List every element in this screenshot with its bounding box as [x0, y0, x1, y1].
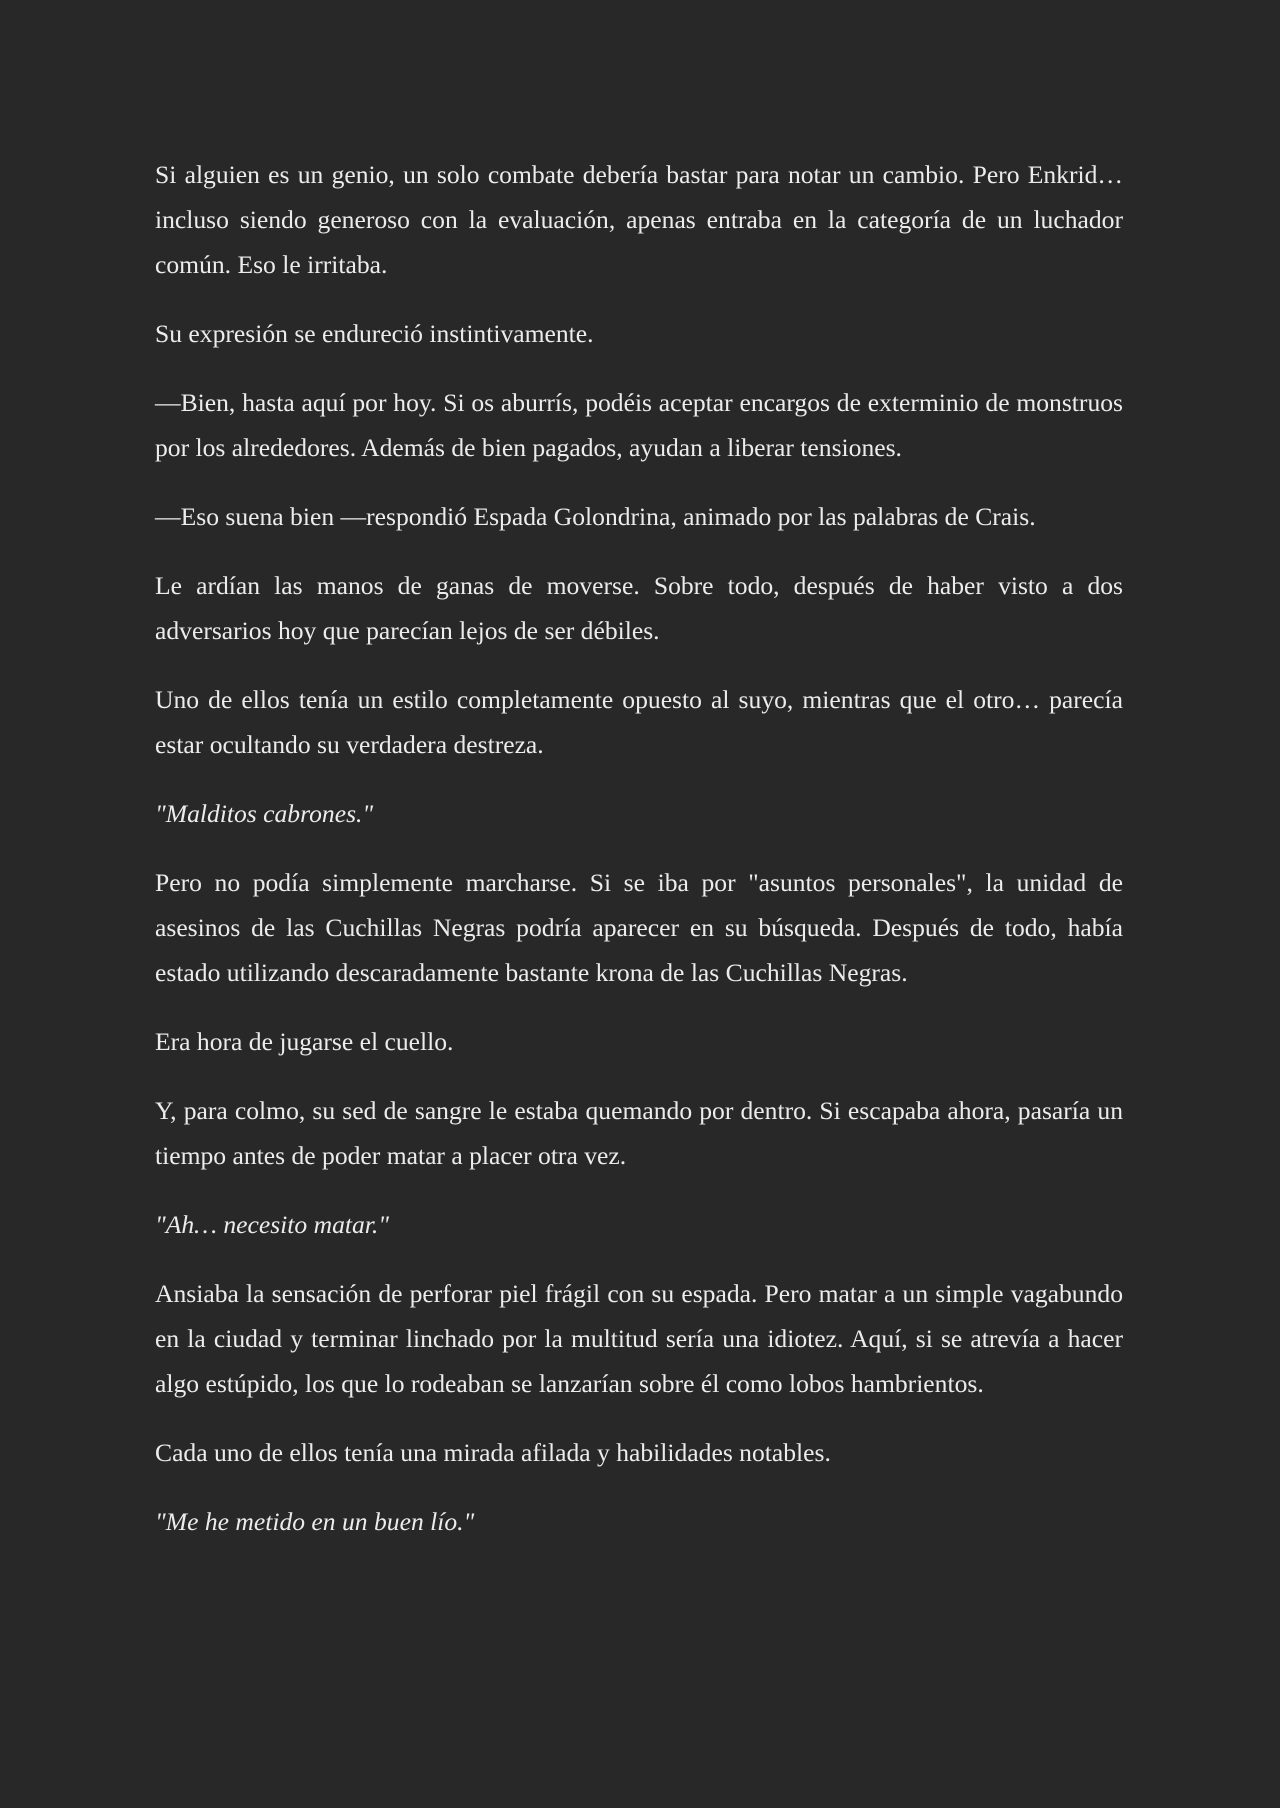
- paragraph-2: Su expresión se endureció instintivamente.: [155, 319, 594, 348]
- reading-pane: [155, 152, 1123, 1568]
- paragraph-14-thought: "Me he metido en un buen lío.": [155, 1507, 475, 1536]
- paragraph-13: Cada uno de ellos tenía una mirada afilada y habilidades notables.: [155, 1438, 831, 1467]
- paragraph-4: —Eso suena bien —respondió Espada Golondrina, animado por las palabras de Crais.: [155, 502, 1036, 531]
- paragraph-9: Era hora de jugarse el cuello.: [155, 1027, 454, 1056]
- paragraph-7-thought: "Malditos cabrones.": [155, 799, 374, 828]
- paragraph-12: Ansiaba la sensación de perforar piel frágil con su espada. Pero matar a un simple vagabundo en la ciudad y terminar linchado por la multitud sería una idiotez. Aquí, si se atrevía a hacer algo estúpido, los que lo rodeaban se lanzarían sobre él como lobos hambrientos.: [155, 1279, 1123, 1398]
- paragraph-6: Uno de ellos tenía un estilo completamente opuesto al suyo, mientras que el otro… parecía estar ocultando su verdadera destreza.: [155, 685, 1123, 759]
- paragraph-10: Y, para colmo, su sed de sangre le estaba quemando por dentro. Si escapaba ahora, pasaría un tiempo antes de poder matar a placer otra vez.: [155, 1096, 1123, 1170]
- paragraph-11-thought: "Ah… necesito matar.": [155, 1210, 390, 1239]
- paragraph-5: Le ardían las manos de ganas de moverse. Sobre todo, después de haber visto a dos adversarios hoy que parecían lejos de ser débiles.: [155, 571, 1123, 645]
- paragraph-3: —Bien, hasta aquí por hoy. Si os aburrís, podéis aceptar encargos de exterminio de monstruos por los alrededores. Además de bien pagados, ayudan a liberar tensiones.: [155, 388, 1123, 462]
- paragraph-1: Si alguien es un genio, un solo combate debería bastar para notar un cambio. Pero Enkrid… incluso siendo generoso con la evaluación, apenas entraba en la categoría de un luchador común. Eso le irritaba.: [155, 160, 1123, 279]
- paragraph-8: Pero no podía simplemente marcharse. Si se iba por "asuntos personales", la unidad de asesinos de las Cuchillas Negras podría aparecer en su búsqueda. Después de todo, había estado utilizando descaradamente bastante krona de las Cuchillas Negras.: [155, 868, 1123, 987]
